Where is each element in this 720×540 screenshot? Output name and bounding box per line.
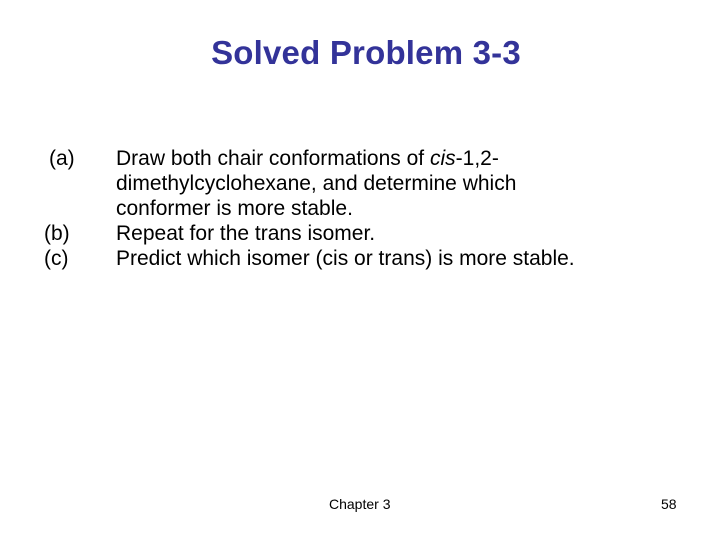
problem-marker-b: (b): [44, 222, 70, 245]
problem-text-a: [116, 146, 676, 221]
problem-a-cis-italic: cis: [429, 147, 456, 170]
problem-text-c: Predict which isomer (cis or trans) is more stable.: [116, 247, 575, 270]
slide-title: Solved Problem 3-3: [211, 34, 521, 71]
problem-a-line-1-prefix: Draw both chair conformations of: [116, 147, 430, 170]
problem-item-a: [0, 146, 720, 221]
problem-marker-c: (c): [44, 247, 69, 270]
problem-marker-a: (a): [49, 147, 75, 170]
problem-text-b: Repeat for the trans isomer.: [116, 222, 376, 245]
footer-page-number: 58: [661, 496, 677, 512]
problem-a-line-3: conformer is more stable.: [116, 197, 353, 220]
problem-a-line-1: [116, 146, 676, 171]
problem-list: [0, 146, 720, 271]
problem-item-c: [0, 246, 720, 271]
problem-item-b: [0, 221, 720, 246]
problem-a-line-1-suffix: -1,2-: [455, 147, 499, 170]
footer-chapter: Chapter 3: [329, 496, 391, 512]
problem-a-line-2: dimethylcyclohexane, and determine which: [116, 172, 517, 195]
